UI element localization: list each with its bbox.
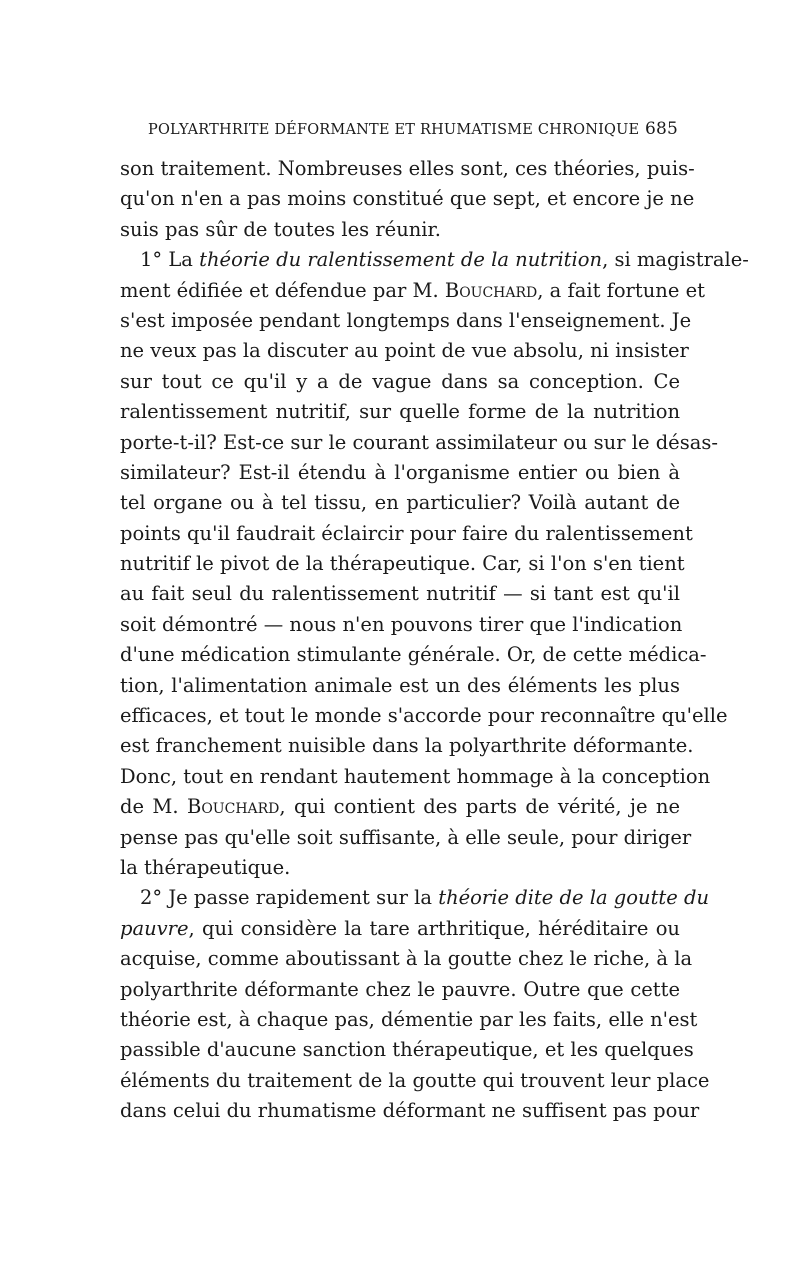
- text-line: tion, l'alimentation animale est un des éléments les plus: [120, 673, 680, 697]
- running-title: POLYARTHRITE DÉFORMANTE ET RHUMATISME CHRONIQUE: [148, 122, 640, 138]
- italic-term: théorie dite de la goutte du: [438, 886, 710, 910]
- text-line: polyarthrite déformante chez le pauvre. Outre que cette: [120, 977, 680, 1001]
- text-line: soit démontré — nous n'en pouvons tirer que l'indication: [120, 612, 683, 636]
- page-number: 685: [644, 119, 678, 139]
- body-text: [120, 154, 749, 1127]
- text-line: [120, 883, 710, 913]
- text-line: suis pas sûr de toutes les réunir.: [120, 217, 441, 241]
- text-line: [120, 792, 680, 822]
- text-line: [120, 245, 749, 275]
- text-run: , qui considère la tare arthritique, héréditaire ou: [188, 916, 680, 940]
- italic-term: pauvre: [120, 916, 189, 940]
- text-line: dans celui du rhumatisme déformant ne suffisent pas pour: [120, 1099, 700, 1123]
- text-line: d'une médication stimulante générale. Or, de cette médica-: [120, 643, 707, 667]
- text-run: de M.: [120, 795, 187, 819]
- text-line: éléments du traitement de la goutte qui trouvent leur place: [120, 1068, 710, 1092]
- text-line: points qu'il faudrait éclaircir pour faire du ralentissement: [120, 521, 693, 545]
- text-run: , a fait fortune et: [537, 278, 705, 302]
- text-line: son traitement. Nombreuses elles sont, ces théories, puis-: [120, 157, 695, 180]
- text-line: au fait seul du ralentissement nutritif — si tant est qu'il: [120, 582, 680, 606]
- text-line: nutritif le pivot de la thérapeutique. Car, si l'on s'en tient: [120, 552, 685, 576]
- text-run: 1° La: [140, 248, 200, 272]
- text-line: [120, 914, 680, 944]
- text-line: passible d'aucune sanction thérapeutique, et les quelques: [120, 1038, 694, 1062]
- text-line: acquise, comme aboutissant à la goutte chez le riche, à la: [120, 947, 693, 971]
- text-run: , si magistrale-: [602, 248, 749, 272]
- text-line: porte-t-il? Est-ce sur le courant assimilateur ou sur le désas-: [120, 430, 718, 454]
- text-run: ment édifiée et défendue par M.: [120, 278, 445, 302]
- author-name: Bouchard: [444, 278, 538, 302]
- text-line: la thérapeutique.: [120, 855, 291, 879]
- running-header: [148, 119, 678, 139]
- text-line: Donc, tout en rendant hautement hommage à la conception: [120, 764, 711, 788]
- text-run: 2° Je passe rapidement sur la: [140, 886, 439, 910]
- text-line: sur tout ce qu'il y a de vague dans sa conception. Ce: [120, 369, 680, 393]
- author-name: Bouchard: [187, 795, 280, 819]
- text-line: ralentissement nutritif, sur quelle forme de la nutrition: [120, 400, 680, 424]
- text-line: similateur? Est-il étendu à l'organisme entier ou bien à: [120, 460, 680, 484]
- text-line: tel organe ou à tel tissu, en particulier? Voilà autant de: [120, 491, 680, 515]
- text-line: [120, 276, 705, 306]
- text-line: est franchement nuisible dans la polyarthrite déformante.: [120, 734, 694, 758]
- italic-term: théorie du ralentissement de la nutrition: [199, 248, 603, 272]
- text-line: pense pas qu'elle soit suffisante, à elle seule, pour diriger: [120, 825, 692, 849]
- text-line: qu'on n'en a pas moins constitué que sept, et encore je ne: [120, 187, 695, 211]
- text-line: efficaces, et tout le monde s'accorde pour reconnaître qu'elle: [120, 704, 728, 728]
- text-line: théorie est, à chaque pas, démentie par les faits, elle n'est: [120, 1007, 698, 1031]
- text-line: ne veux pas la discuter au point de vue absolu, ni insister: [120, 339, 689, 363]
- text-run: , qui contient des parts de vérité, je ne: [279, 795, 680, 819]
- text-line: s'est imposée pendant longtemps dans l'enseignement. Je: [120, 308, 692, 332]
